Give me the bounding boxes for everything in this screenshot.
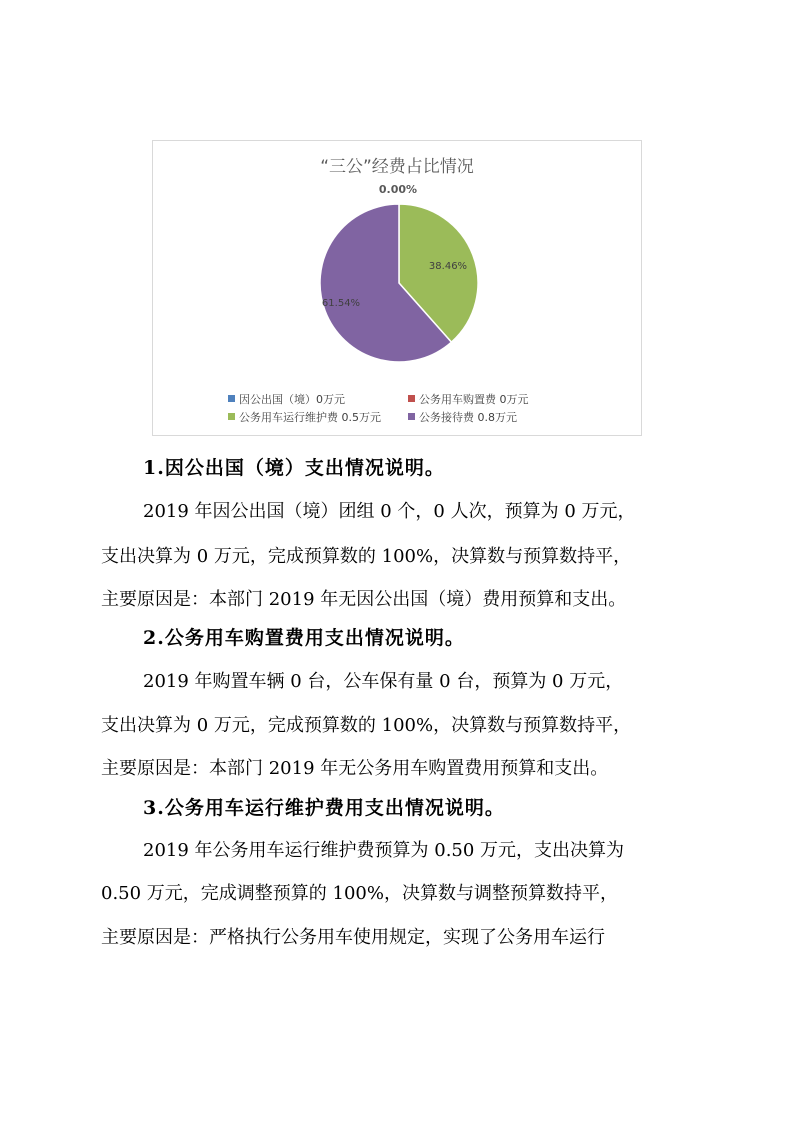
legend-label: 因公出国（境）0万元 <box>239 393 345 406</box>
paragraph-line: 主要原因是：本部门 2019 年无公务用车购置费用预算和支出。 <box>101 758 609 779</box>
paragraph-line: 主要原因是：严格执行公务用车使用规定，实现了公务用车运行 <box>101 927 605 948</box>
pie-chart-svg <box>153 141 641 435</box>
section-heading-vehicle-maintenance: 3.公务用车运行维护费用支出情况说明。 <box>143 797 505 819</box>
legend-item-travel <box>228 393 345 407</box>
pie-data-label: 38.46% <box>428 261 468 272</box>
paragraph-line: 2019 年公务用车运行维护费预算为 0.50 万元，支出决算为 <box>143 840 625 861</box>
pie-chart <box>152 140 642 436</box>
legend-label: 公务用车运行维护费 0.5万元 <box>239 411 381 424</box>
section-heading-vehicle-purchase: 2.公务用车购置费用支出情况说明。 <box>143 627 465 649</box>
legend-swatch <box>228 413 235 420</box>
chart-title: “三公”经费占比情况 <box>320 157 474 177</box>
legend-swatch <box>408 413 415 420</box>
paragraph-line: 2019 年购置车辆 0 台，公车保有量 0 台，预算为 0 万元， <box>143 671 624 692</box>
paragraph-line: 支出决算为 0 万元，完成预算数的 100%，决算数与预算数持平， <box>101 715 632 736</box>
legend-item-vehicle-purchase <box>408 393 529 407</box>
legend-swatch <box>228 395 235 402</box>
legend-label: 公务用车购置费 0万元 <box>419 393 529 406</box>
legend-item-vehicle-maintenance <box>228 411 381 425</box>
pie-data-label: 61.54% <box>321 298 361 309</box>
paragraph-line: 主要原因是：本部门 2019 年无因公出国（境）费用预算和支出。 <box>101 589 627 610</box>
paragraph-line: 0.50 万元，完成调整预算的 100%，决算数与调整预算数持平， <box>101 883 618 904</box>
section-heading-travel: 1.因公出国（境）支出情况说明。 <box>143 457 445 479</box>
paragraph-line: 支出决算为 0 万元，完成预算数的 100%，决算数与预算数持平， <box>101 546 632 567</box>
legend-swatch <box>408 395 415 402</box>
legend-label: 公务接待费 0.8万元 <box>419 411 517 424</box>
pie-data-label: 0.00% <box>378 183 418 196</box>
legend-item-reception <box>408 411 517 425</box>
paragraph-line: 2019 年因公出国（境）团组 0 个，0 人次，预算为 0 万元， <box>143 501 636 522</box>
